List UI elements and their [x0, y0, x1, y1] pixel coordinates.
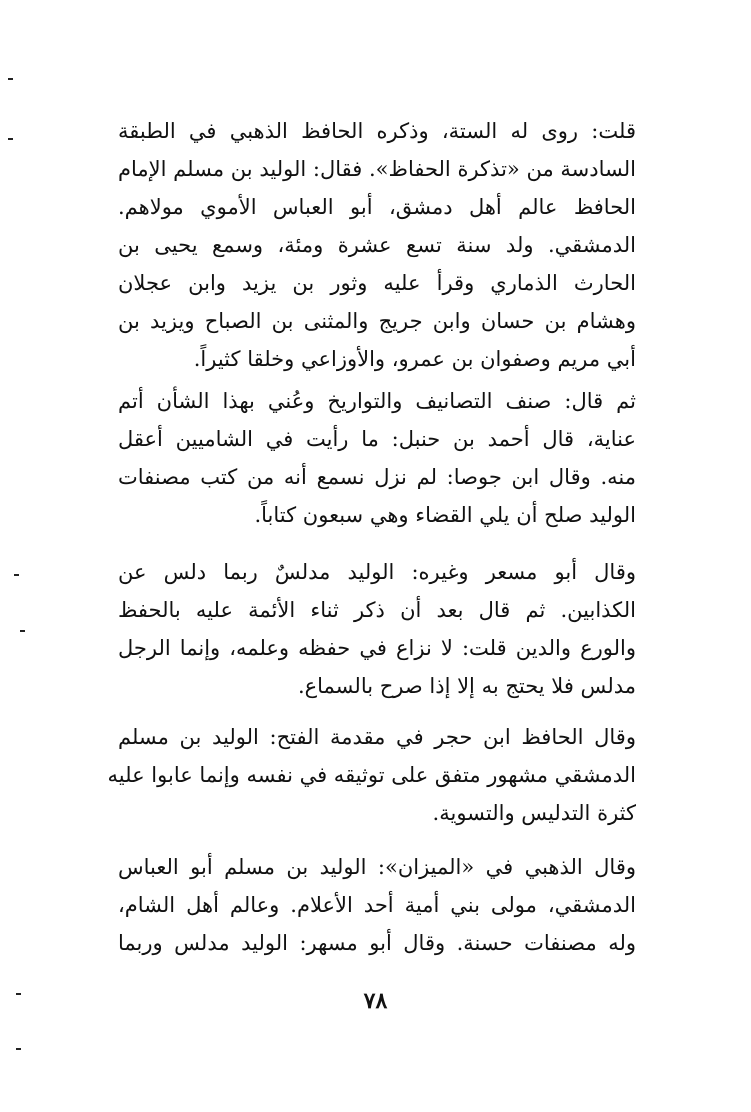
text-line: وهشام بن حسان وابن جريج والمثنى بن الصباح ويزيد بن: [118, 309, 636, 333]
text-line: وقال الحافظ ابن حجر في مقدمة الفتح: الوليد بن مسلم: [118, 725, 636, 749]
text-line: الدمشقي، مولى بني أمية أحد الأعلام. وعالم أهل الشام،: [118, 893, 636, 917]
text-line: الحافظ عالم أهل دمشق، أبو العباس الأموي مولاهم.: [118, 195, 636, 219]
paragraph-5: [118, 848, 636, 962]
margin-mark: [8, 78, 13, 80]
margin-mark: [20, 630, 25, 632]
text-line: والورع والدين قلت: لا نزاع في حفظه وعلمه، وإنما الرجل: [118, 636, 636, 660]
text-line: أبي مريم وصفوان بن عمرو، والأوزاعي وخلقا كثيراً.: [193, 347, 636, 371]
text-line: وقال أبو مسعر وغيره: الوليد مدلسٌ ربما دلس عن: [118, 560, 636, 584]
paragraph-1: [118, 112, 636, 378]
text-line: مدلس فلا يحتج به إلا إذا صرح بالسماع.: [297, 674, 636, 698]
text-line: وقال الذهبي في «الميزان»: الوليد بن مسلم أبو العباس: [118, 855, 636, 879]
text-line: السادسة من «تذكرة الحفاظ». فقال: الوليد بن مسلم الإمام: [118, 157, 636, 181]
page-number: ٧٨: [363, 988, 388, 1014]
text-line: الحارث الذماري وقرأ عليه وثور بن يزيد وابن عجلان: [118, 271, 636, 295]
text-line: الوليد صلح أن يلي القضاء وهي سبعون كتاباً.: [254, 503, 636, 527]
text-line: الكذابين. ثم قال بعد أن ذكر ثناء الأئمة عليه بالحفظ: [118, 598, 636, 622]
text-line: كثرة التدليس والتسوية.: [432, 801, 636, 825]
paragraph-2: [118, 382, 636, 534]
text-line: قلت: روى له الستة، وذكره الحافظ الذهبي في الطبقة: [118, 119, 636, 143]
text-line: منه. وقال ابن جوصا: لم نزل نسمع أنه من كتب مصنفات: [118, 465, 636, 489]
paragraph-3: [118, 553, 636, 705]
margin-mark: [14, 574, 19, 576]
text-line: الدمشقي مشهور متفق على توثيقه في نفسه وإنما عابوا عليه: [107, 763, 636, 787]
margin-mark: [8, 138, 13, 140]
paragraph-4: [107, 718, 636, 832]
text-line: الدمشقي. ولد سنة تسع عشرة ومئة، وسمع يحيى بن: [118, 233, 636, 257]
text-line: ثم قال: صنف التصانيف والتواريخ وعُني بهذا الشأن أتم: [118, 389, 636, 413]
text-line: عناية، قال أحمد بن حنبل: ما رأيت في الشاميين أعقل: [118, 427, 636, 451]
text-line: وله مصنفات حسنة. وقال أبو مسهر: الوليد مدلس وربما: [118, 931, 636, 955]
margin-mark: [16, 1048, 21, 1050]
